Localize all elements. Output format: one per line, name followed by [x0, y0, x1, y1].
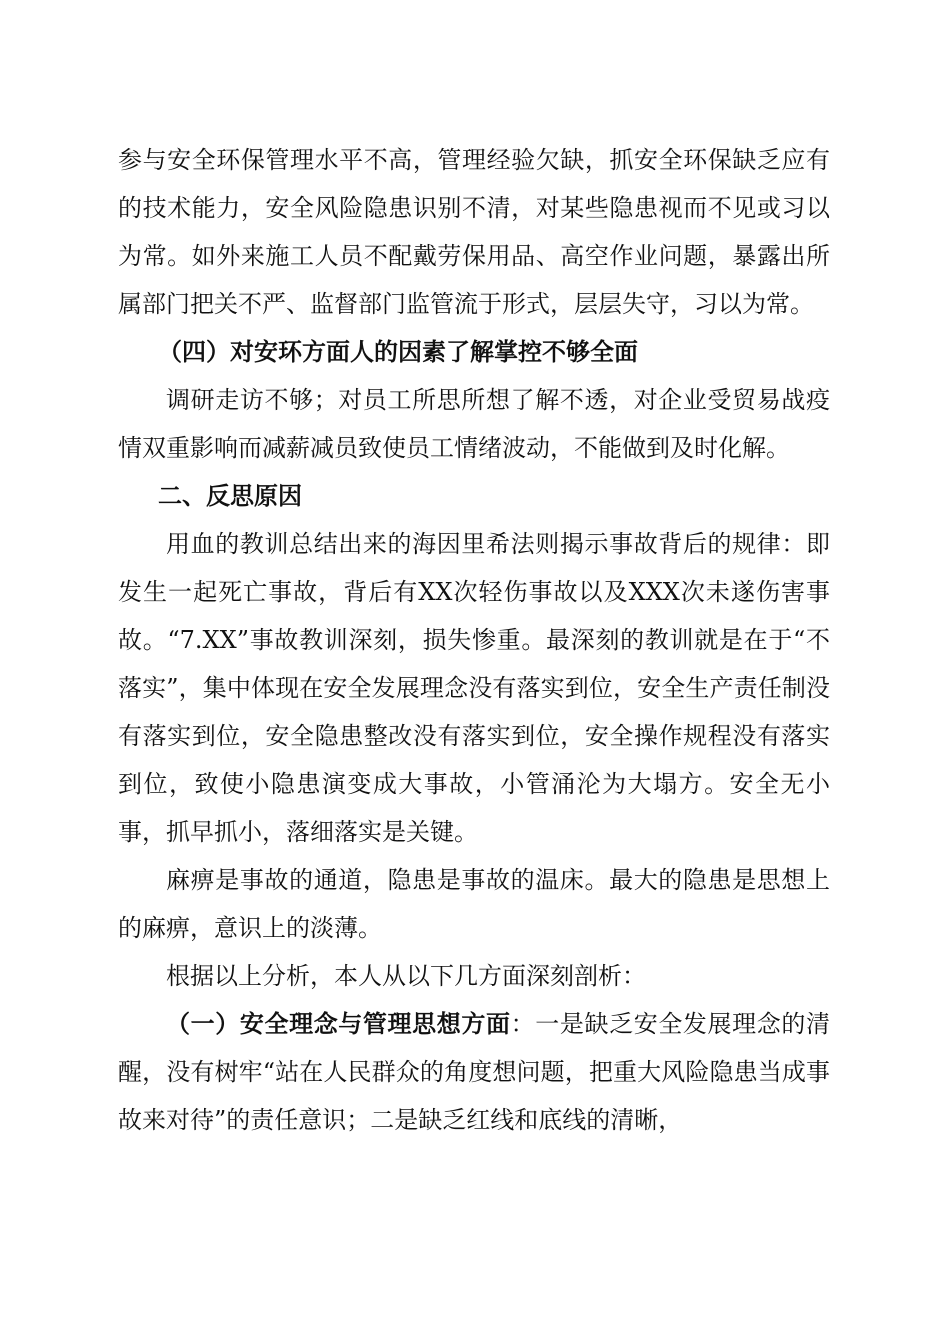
section-heading-reflection-reasons: 二、反思原因	[158, 481, 302, 510]
paragraph-analysis-intro: 根据以上分析，本人从以下几方面深刻剖析：	[166, 962, 646, 990]
paragraph-heinrich-law: 用血的教训总结出来的海因里希法则揭示事故背后的规律：即发生一起死亡事故，背后有XX次轻伤事故以及XXX次未遂伤害事故。“7.XX”事故教训深刻，损失惨重。最深刻的教训就是在于“不落实”，集中体现在安全发展理念没有落实到位，安全生产责任制没有落实到位，安全隐患整改没有落实到位，安全操作规程没有落实到位，致使小隐患演变成大事故，小管涌沦为大塌方。安全无小事，抓早抓小，落细落实是关键。	[118, 530, 830, 846]
subheading-human-factors: （四）对安环方面人的因素了解掌控不够全面	[158, 337, 638, 366]
safety-philosophy-text: ：一是缺乏安全发展理念的清醒，没有树牢“站在人民群众的角度想问题，把重大风险隐患当成事故来对待”的责任意识；二是缺乏红线和底线的清晰，	[118, 1010, 831, 1134]
document-body	[118, 136, 830, 1144]
paragraph-paralysis-hazard: 麻痹是事故的通道，隐患是事故的温床。最大的隐患是思想上的麻痹，意识上的淡薄。	[118, 866, 830, 942]
paragraph-research-visits: 调研走访不够；对员工所思所想了解不透，对企业受贸易战疫情双重影响而减薪减员致使员工情绪波动，不能做到及时化解。	[118, 386, 830, 462]
paragraph-safety-philosophy	[118, 1000, 830, 1144]
continued-paragraph-safety-management: 参与安全环保管理水平不高，管理经验欠缺，抓安全环保缺乏应有的技术能力，安全风险隐患识别不清，对某些隐患视而不见或习以为常。如外来施工人员不配戴劳保用品、高空作业问题，暴露出所属部门把关不严、监督部门监管流于形式，层层失守，习以为常。	[118, 146, 830, 318]
safety-philosophy-lead: （一）安全理念与管理思想方面	[166, 1009, 511, 1038]
